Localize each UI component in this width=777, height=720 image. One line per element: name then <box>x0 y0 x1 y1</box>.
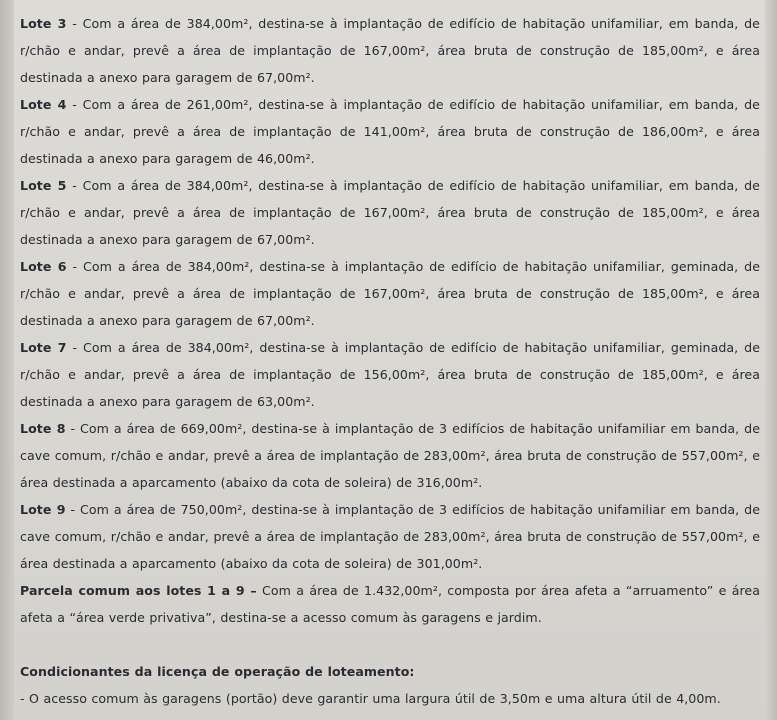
lot-text: - Com a área de 384,00m², destina-se à implantação de edifício de habitação unifamiliar, em banda, de r/chão e andar, prevê a área de implantação de 167,00m², área bruta de construção de 185,00m², e área destinada a anexo para garagem de 67,00m². <box>20 178 760 247</box>
lot-text: - Com a área de 384,00m², destina-se à implantação de edifício de habitação unifamiliar, em banda, de r/chão e andar, prevê a área de implantação de 167,00m², área bruta de construção de 185,00m², e área destinada a anexo para garagem de 67,00m². <box>20 16 760 85</box>
lot-paragraph <box>20 496 760 577</box>
document-body <box>20 10 760 712</box>
lot-paragraph <box>20 334 760 415</box>
lot-label: Lote 3 <box>20 16 67 31</box>
paragraph-spacer <box>20 631 760 658</box>
lot-paragraph <box>20 253 760 334</box>
lot-paragraph <box>20 172 760 253</box>
lot-label: Lote 8 <box>20 421 66 436</box>
lot-text: - Com a área de 384,00m², destina-se à implantação de edifício de habitação unifamiliar, geminada, de r/chão e andar, prevê a área de implantação de 167,00m², área bruta de construção de 185,00m², e área destinada a anexo para garagem de 67,00m². <box>20 259 760 328</box>
lot-text: - Com a área de 384,00m², destina-se à implantação de edifício de habitação unifamiliar, geminada, de r/chão e andar, prevê a área de implantação de 156,00m², área bruta de construção de 185,00m², e área destinada a anexo para garagem de 63,00m². <box>20 340 760 409</box>
common-parcel-text: Com a área de 1.432,00m², composta por área afeta a “arruamento” e área afeta a “área verde privativa”, destina-se a acesso comum às garagens e jardim. <box>20 583 760 625</box>
lot-label: Lote 6 <box>20 259 67 274</box>
conditions-heading: Condicionantes da licença de operação de loteamento: <box>20 664 415 679</box>
lot-label: Lote 4 <box>20 97 67 112</box>
lot-text: - Com a área de 669,00m², destina-se à implantação de 3 edifícios de habitação unifamiliar em banda, de cave comum, r/chão e andar, prevê a área de implantação de 283,00m², área bruta de construção de 557,00m², e área destinada a aparcamento (abaixo da cota de soleira) de 316,00m². <box>20 421 760 490</box>
page-shadow-right <box>765 0 777 720</box>
lot-paragraph <box>20 415 760 496</box>
common-parcel-label: Parcela comum aos lotes 1 a 9 – <box>20 583 257 598</box>
condition-item: - O acesso comum às garagens (portão) deve garantir uma largura útil de 3,50m e uma altura útil de 4,00m. <box>20 691 721 706</box>
lot-paragraph <box>20 10 760 91</box>
common-parcel-paragraph <box>20 577 760 631</box>
lot-label: Lote 9 <box>20 502 66 517</box>
lot-paragraph <box>20 91 760 172</box>
lot-label: Lote 7 <box>20 340 67 355</box>
lot-label: Lote 5 <box>20 178 67 193</box>
page-shadow-left <box>0 0 14 720</box>
lot-text: - Com a área de 750,00m², destina-se à implantação de 3 edifícios de habitação unifamiliar em banda, de cave comum, r/chão e andar, prevê a área de implantação de 283,00m², área bruta de construção de 557,00m², e área destinada a aparcamento (abaixo da cota de soleira) de 301,00m². <box>20 502 760 571</box>
lot-text: - Com a área de 261,00m², destina-se à implantação de edifício de habitação unifamiliar, em banda, de r/chão e andar, prevê a área de implantação de 141,00m², área bruta de construção de 186,00m², e área destinada a anexo para garagem de 46,00m². <box>20 97 760 166</box>
